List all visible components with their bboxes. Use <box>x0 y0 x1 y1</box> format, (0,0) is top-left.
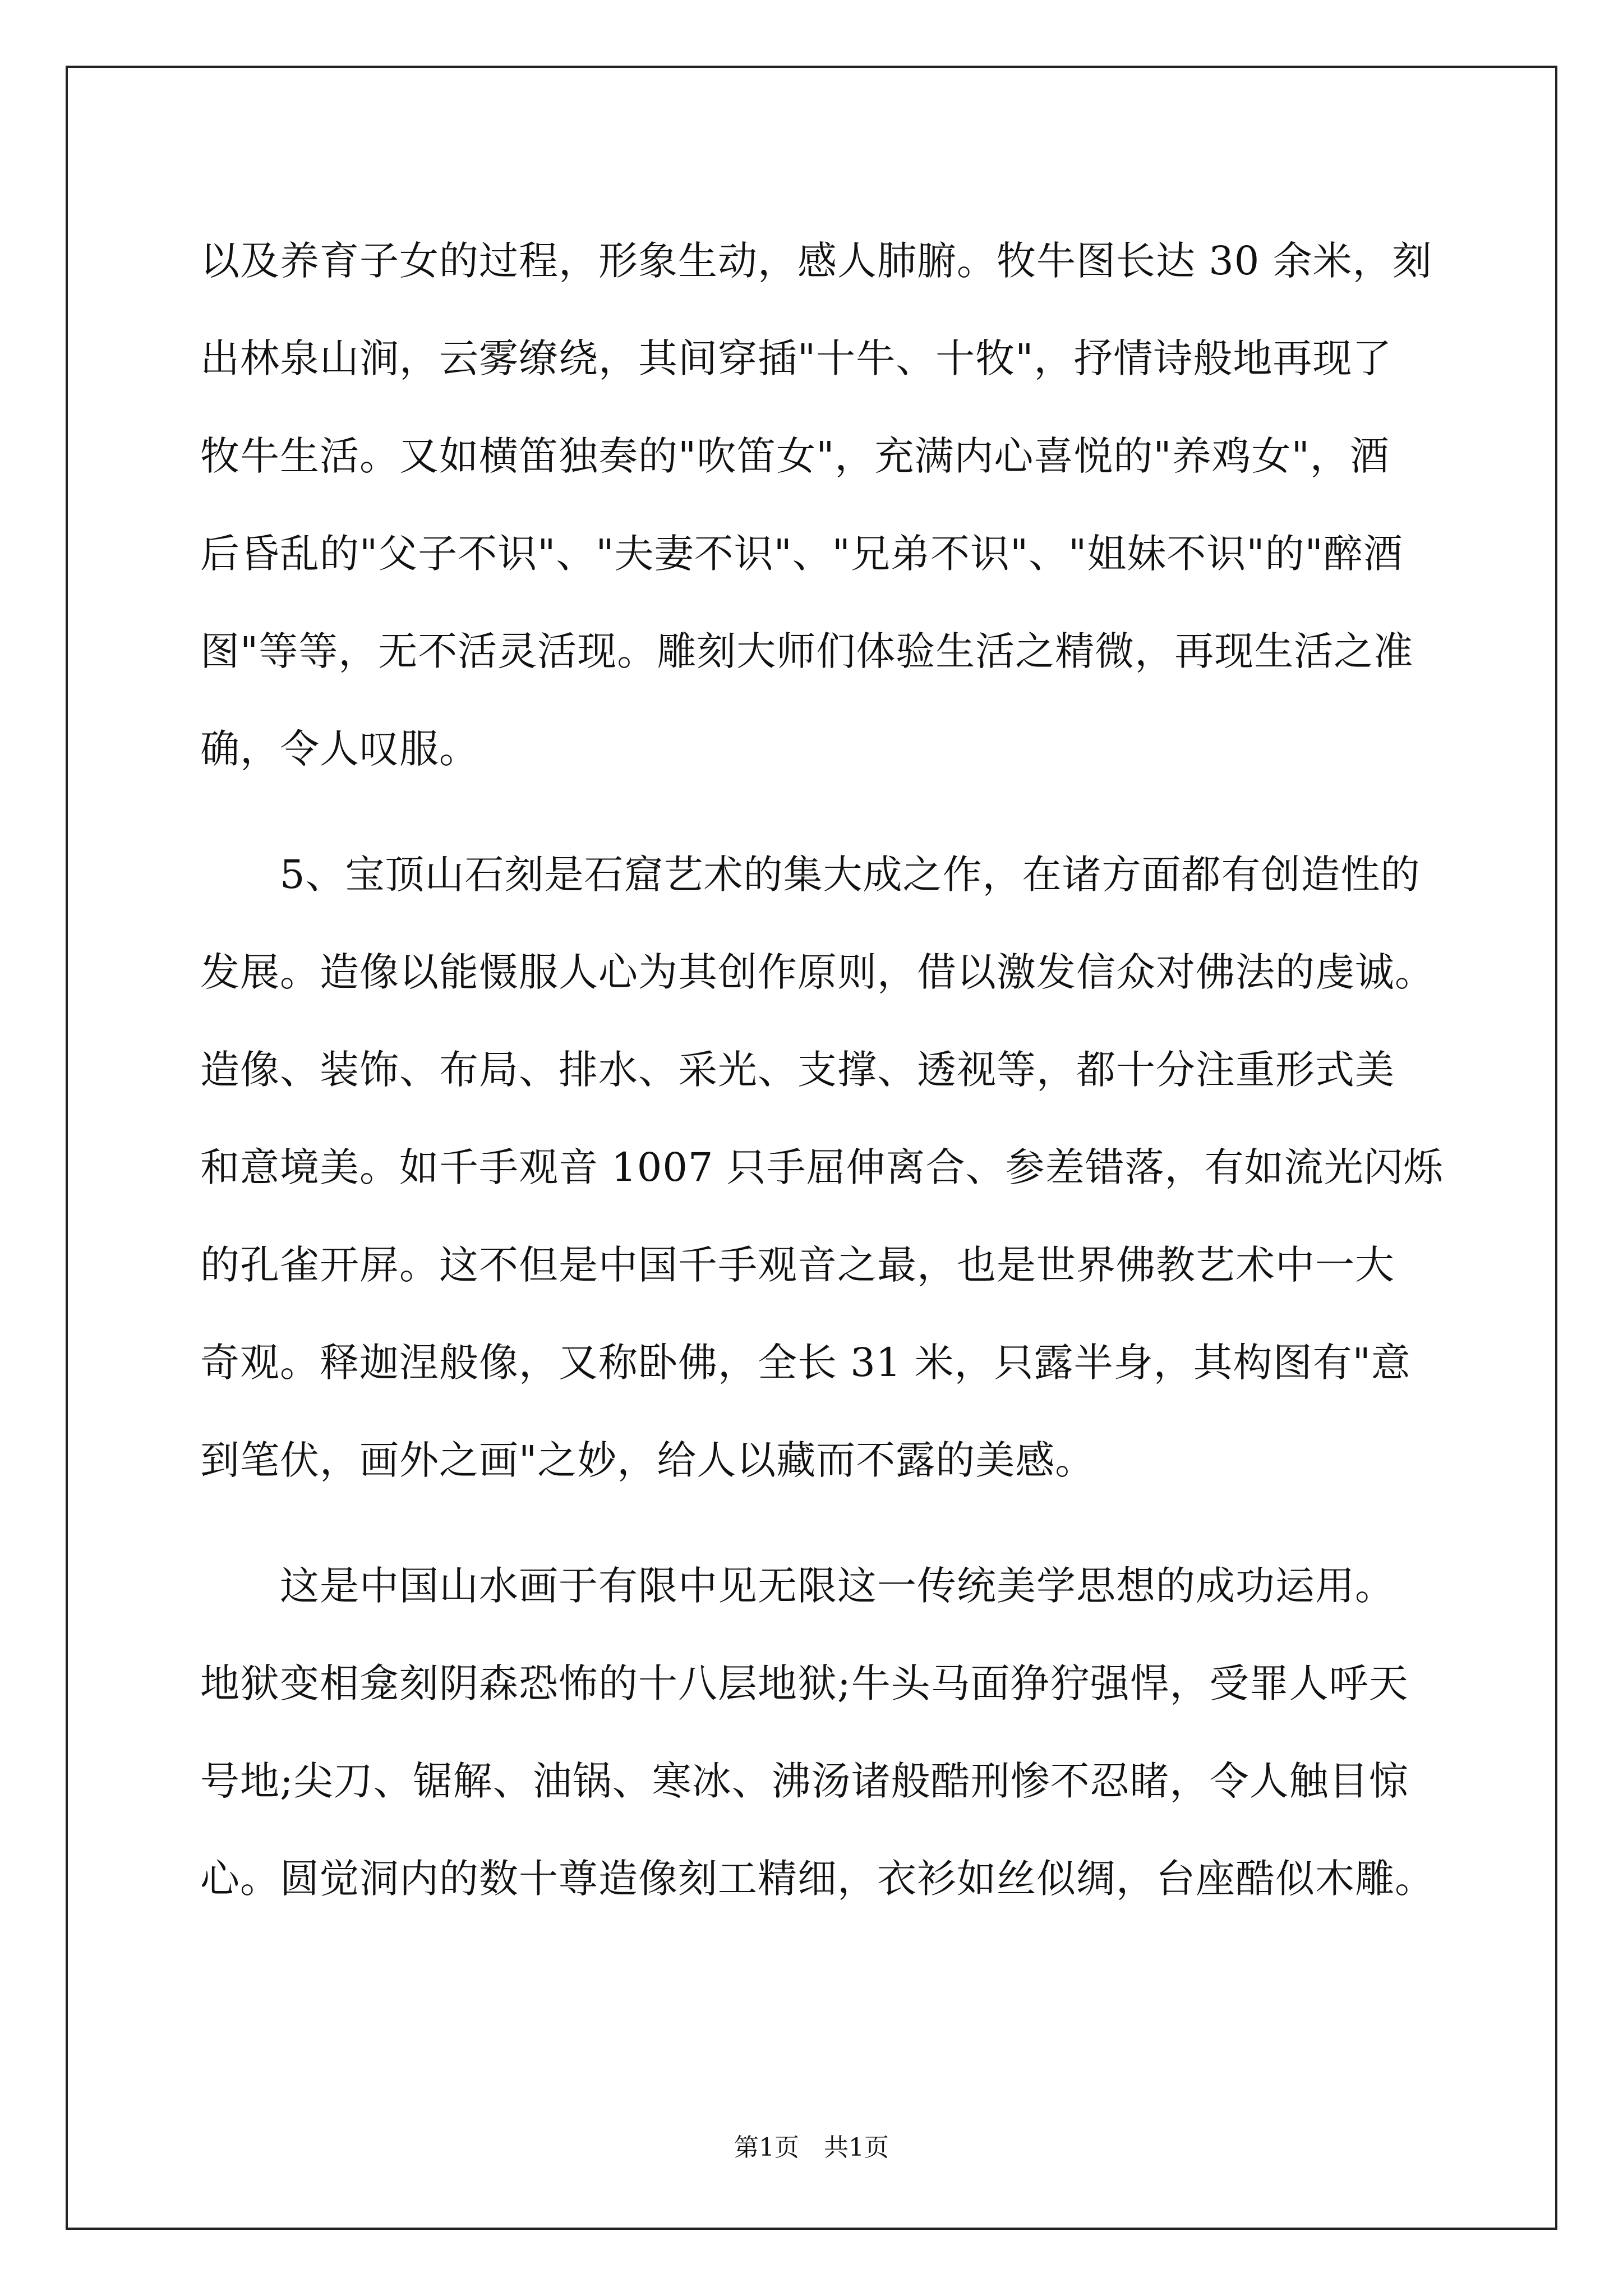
text-line: 确，令人叹服。 <box>200 725 479 772</box>
text-line: 出林泉山涧，云雾缭绕，其间穿插"十牛、十牧"，抒情诗般地再现了 <box>200 335 1393 381</box>
text-line: 牧牛生活。又如横笛独奏的"吹笛女"，充满内心喜悦的"养鸡女"，酒 <box>200 432 1390 479</box>
text-line: 图"等等，无不活灵活现。雕刻大师们体验生活之精微，再现生活之准 <box>200 628 1414 674</box>
text-line: 5、宝顶山石刻是石窟艺术的集大成之作，在诸方面都有创造性的 <box>200 851 1421 898</box>
text-line: 发展。造像以能慑服人心为其创作原则，借以激发信众对佛法的虔诚。 <box>200 949 1435 995</box>
text-line: 后昏乱的"父子不识"、"夫妻不识"、"兄弟不识"、"姐妹不识"的"醉酒 <box>200 530 1403 577</box>
text-line: 地狱变相龛刻阴森恐怖的十八层地狱;牛头马面狰狞强悍，受罪人呼天 <box>200 1660 1409 1706</box>
page-number-footer: 第1页 共1页 <box>734 2133 889 2162</box>
text-line: 造像、装饰、布局、排水、采光、支撑、透视等，都十分注重形式美 <box>200 1046 1395 1093</box>
text-line: 的孔雀开屏。这不但是中国千手观音之最，也是世界佛教艺术中一大 <box>200 1241 1395 1288</box>
text-line: 和意境美。如千手观音 1007 只手屈伸离合、参差错落，有如流光闪烁 <box>200 1144 1444 1190</box>
text-line: 心。圆觉洞内的数十尊造像刻工精细，衣衫如丝似绸，台座酷似木雕。 <box>200 1855 1435 1902</box>
text-line: 到笔伏，画外之画"之妙，给人以藏而不露的美感。 <box>200 1437 1095 1483</box>
paragraph-break <box>200 1506 1434 1534</box>
text-line: 奇观。释迦涅般像，又称卧佛，全长 31 米，只露半身，其构图有"意 <box>200 1339 1411 1386</box>
text-line: 号地;尖刀、锯解、油锅、寒冰、沸汤诸般酷刑惨不忍睹，令人触目惊 <box>200 1757 1409 1804</box>
paragraph-break <box>200 794 1434 822</box>
text-line: 这是中国山水画于有限中见无限这一传统美学思想的成功运用。 <box>200 1562 1395 1609</box>
document-body <box>200 209 1444 1924</box>
text-line: 以及养育子女的过程，形象生动，感人肺腑。牧牛图长达 30 余米，刻 <box>200 237 1432 284</box>
